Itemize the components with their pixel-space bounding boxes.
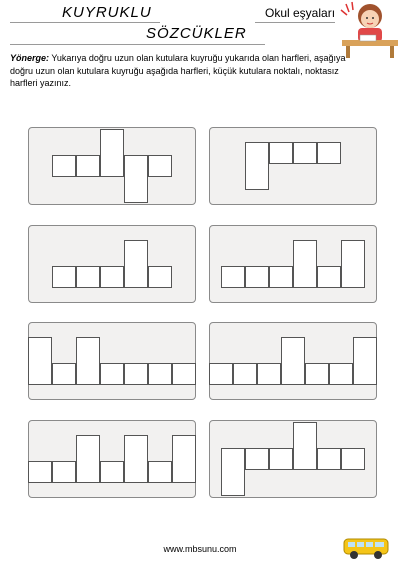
letter-box-tall-up[interactable] xyxy=(341,240,365,288)
letter-box-small[interactable] xyxy=(233,363,257,385)
instruction-text xyxy=(10,52,350,90)
letter-box-small[interactable] xyxy=(52,266,76,288)
school-bus-icon xyxy=(342,533,392,561)
letter-box-small[interactable] xyxy=(245,448,269,470)
letter-box-small[interactable] xyxy=(148,461,172,483)
letter-box-small[interactable] xyxy=(76,155,100,177)
letter-box-tall-down[interactable] xyxy=(245,142,269,190)
letter-box-small[interactable] xyxy=(269,142,293,164)
puzzle-panel xyxy=(28,322,196,400)
letter-box-tall-up[interactable] xyxy=(28,337,52,385)
letter-box-tall-up[interactable] xyxy=(76,337,100,385)
letter-box-small[interactable] xyxy=(52,155,76,177)
puzzle-panel xyxy=(28,225,196,303)
letter-box-tall-down[interactable] xyxy=(221,448,245,496)
letter-box-small[interactable] xyxy=(52,363,76,385)
puzzle-panel xyxy=(209,420,377,498)
letter-box-tall-up[interactable] xyxy=(76,435,100,483)
letter-box-tall-up[interactable] xyxy=(124,240,148,288)
letter-box-tall-up[interactable] xyxy=(172,435,196,483)
letter-box-tall-up[interactable] xyxy=(353,337,377,385)
topic-label: Okul eşyaları xyxy=(265,6,336,20)
letter-box-small[interactable] xyxy=(100,363,124,385)
letter-box-small[interactable] xyxy=(221,266,245,288)
letter-box-small[interactable] xyxy=(317,142,341,164)
letter-box-tall-up[interactable] xyxy=(293,240,317,288)
letter-box-small[interactable] xyxy=(305,363,329,385)
letter-box-tall-up[interactable] xyxy=(293,422,317,470)
puzzle-panel xyxy=(209,322,377,400)
footer-url: www.mbsunu.com xyxy=(163,544,237,554)
letter-box-small[interactable] xyxy=(257,363,281,385)
letter-box-small[interactable] xyxy=(329,363,353,385)
puzzle-panel xyxy=(209,225,377,303)
letter-box-small[interactable] xyxy=(148,363,172,385)
letter-box-small[interactable] xyxy=(269,266,293,288)
instruction-label: Yönerge: xyxy=(10,53,50,63)
title-underline-2 xyxy=(10,44,265,45)
puzzle-panel xyxy=(28,420,196,498)
topic-underline xyxy=(255,22,335,23)
letter-box-tall-up[interactable] xyxy=(100,129,124,177)
letter-box-small[interactable] xyxy=(317,266,341,288)
letter-box-tall-down[interactable] xyxy=(124,155,148,203)
puzzle-panel xyxy=(209,127,377,205)
title-underline-1 xyxy=(10,22,160,23)
letter-box-small[interactable] xyxy=(269,448,293,470)
letter-box-small[interactable] xyxy=(100,266,124,288)
letter-box-small[interactable] xyxy=(100,461,124,483)
letter-box-small[interactable] xyxy=(148,155,172,177)
letter-box-small[interactable] xyxy=(209,363,233,385)
letter-box-small[interactable] xyxy=(172,363,196,385)
letter-box-small[interactable] xyxy=(52,461,76,483)
letter-box-small[interactable] xyxy=(341,448,365,470)
letter-box-small[interactable] xyxy=(245,266,269,288)
letter-box-small[interactable] xyxy=(293,142,317,164)
instruction-body: Yukarıya doğru uzun olan kutulara kuyruğu yukarıda olan harfleri, aşağıya doğru uzun olan kutulara kuyruğu aşağıda harfleri, küçük kutulara noktalı, noktasız harfleri yazınız. xyxy=(10,53,346,88)
letter-box-small[interactable] xyxy=(28,461,52,483)
letter-box-small[interactable] xyxy=(76,266,100,288)
letter-box-tall-up[interactable] xyxy=(124,435,148,483)
letter-box-small[interactable] xyxy=(124,363,148,385)
letter-box-small[interactable] xyxy=(317,448,341,470)
letter-box-tall-up[interactable] xyxy=(281,337,305,385)
girl-illustration xyxy=(332,0,400,58)
letter-box-small[interactable] xyxy=(148,266,172,288)
title-line-1: KUYRUKLU xyxy=(62,4,152,21)
puzzle-panel xyxy=(28,127,196,205)
title-line-2: SÖZCÜKLER xyxy=(146,25,247,42)
